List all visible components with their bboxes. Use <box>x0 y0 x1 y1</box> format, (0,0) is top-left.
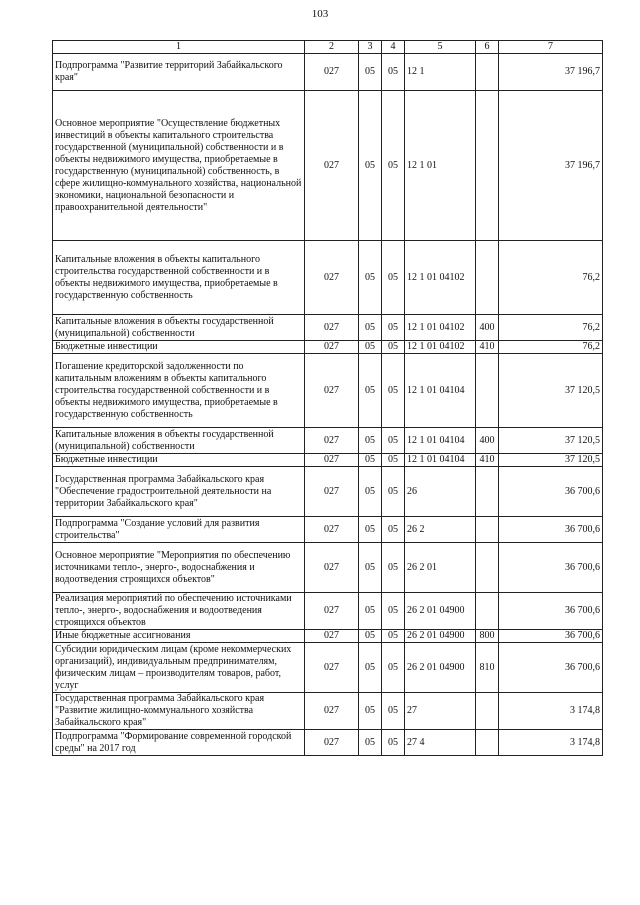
amount-cell: 36 700,6 <box>499 630 603 643</box>
row-name-cell: Реализация мероприятий по обеспечению источниками тепло-, энерго-, водоснабжения и водоотведения строящихся объектов <box>53 593 305 630</box>
subsection-cell: 05 <box>382 91 405 241</box>
table-row <box>53 643 603 693</box>
target-article-cell: 12 1 01 04102 <box>405 315 476 341</box>
column-number: 7 <box>499 41 603 54</box>
row-name-cell: Основное мероприятие "Мероприятия по обеспечению источниками тепло-, энерго-, водоснабжения и водоотведения строящихся объектов" <box>53 543 305 593</box>
table-row <box>53 454 603 467</box>
admin-code-cell: 027 <box>305 630 359 643</box>
table-row <box>53 341 603 354</box>
table-row <box>53 630 603 643</box>
row-name-cell: Бюджетные инвестиции <box>53 341 305 354</box>
expense-type-cell <box>476 517 499 543</box>
page-number: 103 <box>311 8 329 20</box>
row-name-cell: Бюджетные инвестиции <box>53 454 305 467</box>
admin-code-cell: 027 <box>305 517 359 543</box>
amount-cell: 3 174,8 <box>499 730 603 756</box>
expense-type-cell <box>476 693 499 730</box>
admin-code-cell: 027 <box>305 315 359 341</box>
row-name-cell: Капитальные вложения в объекты капитального строительства государственной собственности и в объекты недвижимого имущества, приобретаемые в государственную собственность <box>53 241 305 315</box>
row-name-cell: Погашение кредиторской задолженности по капитальным вложениям в объекты капитального строительства государственной собственности и в объекты недвижимого имущества, приобретаемые в государственную собственность <box>53 354 305 428</box>
expense-type-cell <box>476 354 499 428</box>
subsection-cell: 05 <box>382 643 405 693</box>
subsection-cell: 05 <box>382 54 405 91</box>
amount-cell: 36 700,6 <box>499 517 603 543</box>
admin-code-cell: 027 <box>305 643 359 693</box>
table-row <box>53 354 603 428</box>
row-name-cell: Подпрограмма "Формирование современной городской среды" на 2017 год <box>53 730 305 756</box>
row-name-cell: Подпрограмма "Развитие территорий Забайкальского края" <box>53 54 305 91</box>
subsection-cell: 05 <box>382 630 405 643</box>
table-row <box>53 241 603 315</box>
target-article-cell: 27 <box>405 693 476 730</box>
target-article-cell: 26 2 01 <box>405 543 476 593</box>
admin-code-cell: 027 <box>305 341 359 354</box>
subsection-cell: 05 <box>382 543 405 593</box>
amount-cell: 37 120,5 <box>499 354 603 428</box>
expense-type-cell <box>476 543 499 593</box>
target-article-cell: 12 1 01 04102 <box>405 241 476 315</box>
table-row <box>53 315 603 341</box>
admin-code-cell: 027 <box>305 354 359 428</box>
section-cell: 05 <box>359 593 382 630</box>
subsection-cell: 05 <box>382 517 405 543</box>
table-row <box>53 693 603 730</box>
section-cell: 05 <box>359 91 382 241</box>
amount-cell: 76,2 <box>499 341 603 354</box>
column-number: 4 <box>382 41 405 54</box>
expense-type-cell <box>476 593 499 630</box>
section-cell: 05 <box>359 354 382 428</box>
row-name-cell: Капитальные вложения в объекты государственной (муниципальной) собственности <box>53 315 305 341</box>
admin-code-cell: 027 <box>305 593 359 630</box>
table-row <box>53 467 603 517</box>
amount-cell: 36 700,6 <box>499 593 603 630</box>
section-cell: 05 <box>359 454 382 467</box>
budget-table <box>52 40 603 756</box>
row-name-cell: Государственная программа Забайкальского края "Обеспечение градостроительной деятельности на территории Забайкальского края" <box>53 467 305 517</box>
target-article-cell: 26 2 <box>405 517 476 543</box>
target-article-cell: 27 4 <box>405 730 476 756</box>
column-number-header-row <box>53 41 603 54</box>
section-cell: 05 <box>359 315 382 341</box>
admin-code-cell: 027 <box>305 467 359 517</box>
expense-type-cell <box>476 241 499 315</box>
row-name-cell: Капитальные вложения в объекты государственной (муниципальной) собственности <box>53 428 305 454</box>
amount-cell: 37 196,7 <box>499 91 603 241</box>
row-name-cell: Основное мероприятие "Осуществление бюджетных инвестиций в объекты капитального строительства государственной (муниципальной) собственности и в объекты недвижимого имущества, приобретаемые в государственную (муниципальной) собственность, в сфере жилищно-коммунального хозяйства, национальной экономики, национальной безопасности и правоохранительной деятельности" <box>53 91 305 241</box>
section-cell: 05 <box>359 341 382 354</box>
target-article-cell: 26 2 01 04900 <box>405 593 476 630</box>
target-article-cell: 12 1 01 <box>405 91 476 241</box>
expense-type-cell <box>476 730 499 756</box>
admin-code-cell: 027 <box>305 54 359 91</box>
section-cell: 05 <box>359 730 382 756</box>
section-cell: 05 <box>359 693 382 730</box>
amount-cell: 36 700,6 <box>499 643 603 693</box>
section-cell: 05 <box>359 428 382 454</box>
expense-type-cell <box>476 467 499 517</box>
expense-type-cell: 400 <box>476 428 499 454</box>
column-number: 6 <box>476 41 499 54</box>
subsection-cell: 05 <box>382 354 405 428</box>
subsection-cell: 05 <box>382 454 405 467</box>
table-row <box>53 428 603 454</box>
section-cell: 05 <box>359 643 382 693</box>
row-name-cell: Субсидии юридическим лицам (кроме некоммерческих организаций), индивидуальным предпринимателям, физическим лицам – производителям товаров, работ, услуг <box>53 643 305 693</box>
target-article-cell: 26 2 01 04900 <box>405 630 476 643</box>
target-article-cell: 26 <box>405 467 476 517</box>
column-number: 3 <box>359 41 382 54</box>
section-cell: 05 <box>359 517 382 543</box>
section-cell: 05 <box>359 630 382 643</box>
expense-type-cell: 410 <box>476 341 499 354</box>
amount-cell: 36 700,6 <box>499 467 603 517</box>
subsection-cell: 05 <box>382 693 405 730</box>
admin-code-cell: 027 <box>305 454 359 467</box>
section-cell: 05 <box>359 54 382 91</box>
subsection-cell: 05 <box>382 428 405 454</box>
row-name-cell: Государственная программа Забайкальского края "Развитие жилищно-коммунального хозяйства Забайкальского края" <box>53 693 305 730</box>
amount-cell: 37 120,5 <box>499 428 603 454</box>
row-name-cell: Иные бюджетные ассигнования <box>53 630 305 643</box>
table-row <box>53 730 603 756</box>
column-number: 2 <box>305 41 359 54</box>
target-article-cell: 12 1 01 04104 <box>405 354 476 428</box>
table-row <box>53 593 603 630</box>
row-name-cell: Подпрограмма "Создание условий для развития строительства" <box>53 517 305 543</box>
expense-type-cell: 410 <box>476 454 499 467</box>
target-article-cell: 12 1 01 04104 <box>405 454 476 467</box>
amount-cell: 3 174,8 <box>499 693 603 730</box>
amount-cell: 36 700,6 <box>499 543 603 593</box>
amount-cell: 37 120,5 <box>499 454 603 467</box>
subsection-cell: 05 <box>382 241 405 315</box>
expense-type-cell <box>476 54 499 91</box>
admin-code-cell: 027 <box>305 91 359 241</box>
table-row <box>53 543 603 593</box>
admin-code-cell: 027 <box>305 730 359 756</box>
subsection-cell: 05 <box>382 467 405 517</box>
expense-type-cell: 800 <box>476 630 499 643</box>
target-article-cell: 12 1 01 04104 <box>405 428 476 454</box>
admin-code-cell: 027 <box>305 428 359 454</box>
section-cell: 05 <box>359 241 382 315</box>
target-article-cell: 12 1 <box>405 54 476 91</box>
expense-type-cell: 810 <box>476 643 499 693</box>
section-cell: 05 <box>359 543 382 593</box>
subsection-cell: 05 <box>382 593 405 630</box>
amount-cell: 37 196,7 <box>499 54 603 91</box>
admin-code-cell: 027 <box>305 241 359 315</box>
amount-cell: 76,2 <box>499 241 603 315</box>
subsection-cell: 05 <box>382 341 405 354</box>
table-row <box>53 54 603 91</box>
column-number: 5 <box>405 41 476 54</box>
amount-cell: 76,2 <box>499 315 603 341</box>
subsection-cell: 05 <box>382 315 405 341</box>
expense-type-cell: 400 <box>476 315 499 341</box>
admin-code-cell: 027 <box>305 543 359 593</box>
target-article-cell: 12 1 01 04102 <box>405 341 476 354</box>
table-row <box>53 517 603 543</box>
subsection-cell: 05 <box>382 730 405 756</box>
table-row <box>53 91 603 241</box>
admin-code-cell: 027 <box>305 693 359 730</box>
column-number: 1 <box>53 41 305 54</box>
expense-type-cell <box>476 91 499 241</box>
section-cell: 05 <box>359 467 382 517</box>
target-article-cell: 26 2 01 04900 <box>405 643 476 693</box>
